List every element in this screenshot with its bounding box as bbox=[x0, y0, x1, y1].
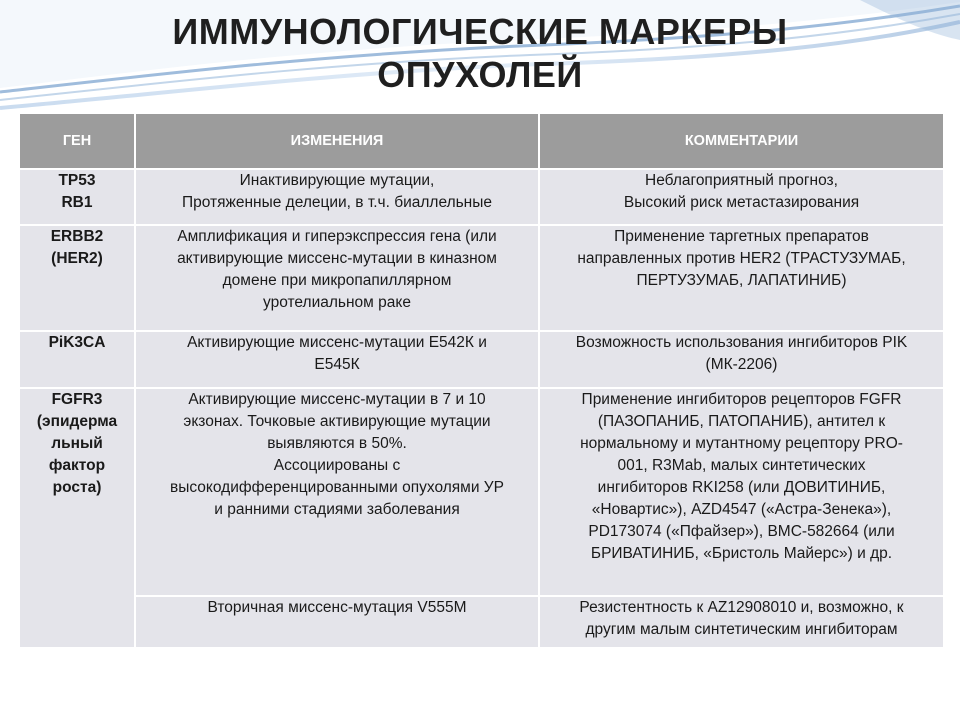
markers-table bbox=[18, 112, 945, 649]
gene-cell bbox=[19, 225, 135, 331]
text-line: Протяженные делеции, в т.ч. биаллельные bbox=[181, 194, 493, 211]
text-line: 001, R3Mab, малых синтетических bbox=[617, 457, 866, 474]
text-line: (МК-2206) bbox=[705, 356, 778, 373]
gene-cell bbox=[19, 169, 135, 225]
gene-line: TP53 bbox=[58, 172, 96, 189]
changes-cell bbox=[135, 169, 539, 225]
text-line: высокодифференцированными опухолями УР bbox=[170, 479, 504, 496]
text-line: другим малым синтетическим ингибиторам bbox=[585, 621, 898, 638]
text-line: и ранними стадиями заболевания bbox=[214, 501, 460, 518]
slide-title-line-1: ИММУНОЛОГИЧЕСКИЕ МАРКЕРЫ bbox=[172, 11, 788, 52]
text-line: Вторичная миссенс-мутация V555M bbox=[207, 599, 467, 616]
gene-line: PiK3CA bbox=[48, 334, 106, 351]
text-line: Применение ингибиторов рецепторов FGFR bbox=[581, 391, 902, 408]
changes-cell bbox=[135, 596, 539, 648]
text-line: Активирующие миссенс-мутации в 7 и 10 bbox=[188, 391, 486, 408]
text-line: экзонах. Точковые активирующие мутации bbox=[183, 413, 491, 430]
text-line: Применение таргетных препаратов bbox=[614, 228, 869, 245]
text-line: домене при микропапиллярном bbox=[222, 272, 452, 289]
gene-line: роста) bbox=[52, 479, 102, 496]
comments-cell bbox=[539, 388, 944, 596]
gene-line: RB1 bbox=[61, 194, 93, 211]
text-line: Резистентность к AZ12908010 и, возможно, к bbox=[579, 599, 904, 616]
header-changes: ИЗМЕНЕНИЯ bbox=[135, 113, 539, 169]
changes-cell bbox=[135, 225, 539, 331]
text-line: Высокий риск метастазирования bbox=[623, 194, 860, 211]
changes-cell bbox=[135, 388, 539, 596]
comments-cell bbox=[539, 331, 944, 388]
text-line: Инактивирующие мутации, bbox=[239, 172, 435, 189]
changes-cell bbox=[135, 331, 539, 388]
text-line: Активирующие миссенс-мутации Е542К и bbox=[187, 334, 487, 351]
table-row bbox=[19, 169, 944, 225]
table-header-row bbox=[19, 113, 944, 169]
gene-line: фактор bbox=[48, 457, 106, 474]
comments-cell bbox=[539, 225, 944, 331]
text-line: нормальному и мутантному рецептору PRO- bbox=[580, 435, 903, 452]
text-line: выявляются в 50%. bbox=[267, 435, 407, 452]
text-line: (ПАЗОПАНИБ, ПАТОПАНИБ), антител к bbox=[597, 413, 886, 430]
text-line: БРИВАТИНИБ, «Бристоль Майерс») и др. bbox=[590, 545, 893, 562]
text-line: PD173074 («Пфайзер»), BMC-582664 (или bbox=[588, 523, 895, 540]
table-row bbox=[19, 388, 944, 596]
text-line: Ассоциированы с bbox=[273, 457, 401, 474]
gene-line: (HER2) bbox=[51, 250, 103, 267]
comments-cell bbox=[539, 596, 944, 648]
text-line: Возможность использования ингибиторов PIK bbox=[575, 334, 908, 351]
text-line: ПЕРТУЗУМАБ, ЛАПАТИНИБ) bbox=[636, 272, 847, 289]
text-line: Амплификация и гиперэкспрессия гена (или bbox=[177, 228, 497, 245]
gene-line: FGFR3 bbox=[51, 391, 103, 408]
header-gene: ГЕН bbox=[19, 113, 135, 169]
table-row bbox=[19, 331, 944, 388]
comments-cell bbox=[539, 169, 944, 225]
header-comments: КОММЕНТАРИИ bbox=[539, 113, 944, 169]
gene-line: льный bbox=[51, 435, 103, 452]
table-row bbox=[19, 225, 944, 331]
table-row bbox=[19, 596, 944, 648]
text-line: Е545К bbox=[314, 356, 360, 373]
text-line: Неблагоприятный прогноз, bbox=[645, 172, 838, 189]
gene-cell bbox=[19, 388, 135, 648]
text-line: ингибиторов RKI258 (или ДОВИТИНИБ, bbox=[597, 479, 886, 496]
slide-title bbox=[0, 10, 960, 96]
slide-title-line-2: ОПУХОЛЕЙ bbox=[377, 54, 583, 95]
gene-line: (эпидерма bbox=[36, 413, 118, 430]
text-line: «Новартис»), AZD4547 («Астра-Зенека»), bbox=[591, 501, 892, 518]
text-line: направленных против HER2 (ТРАСТУЗУМАБ, bbox=[577, 250, 906, 267]
text-line: активирующие миссенс-мутации в киназном bbox=[177, 250, 497, 267]
gene-cell bbox=[19, 331, 135, 388]
gene-line: ERBB2 bbox=[50, 228, 104, 245]
text-line: уротелиальном раке bbox=[263, 294, 411, 311]
